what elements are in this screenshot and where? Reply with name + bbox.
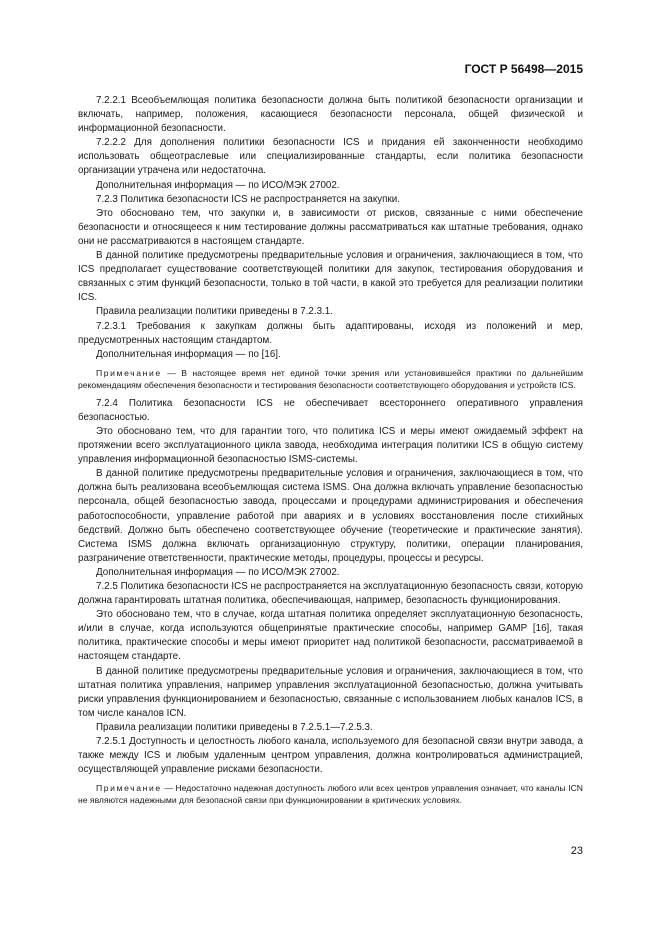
paragraph-justification: Это обосновано тем, что закупки и, в зависимости от рисков, связанные с ними обеспечение безопасности и относящееся к ним тестирование должны рассматриваться как штатные требования, однако они не рассматриваются в настоящем стандарте.: [78, 207, 583, 247]
paragraph-7-2-5-1: 7.2.5.1 Доступность и целостность любого канала, используемого для безопасной связи внутри завода, а также между ICS и любым удаленным центром управления, должна контролироваться администрацией, осуществляющей управление рисками безопасности.: [78, 736, 583, 776]
page-number: 23: [570, 845, 583, 857]
note-label: Примечание: [96, 367, 162, 378]
note: [78, 782, 583, 806]
document-body: [78, 94, 583, 812]
additional-info: Дополнительная информация — по ИСО/МЭК 27002.: [96, 179, 340, 191]
note-label: Примечание: [96, 783, 162, 794]
additional-info: Дополнительная информация — по [16].: [96, 348, 281, 360]
paragraph-preconditions: В данной политике предусмотрены предварительные условия и ограничения, заключающиеся в том, что штатная политика управления, например управления эксплуатационной безопасностью, должна учитывать риски управления функционированием и безопасностью, связанные с использованием любых каналов ICS, в том числе каналов ICN.: [78, 665, 583, 719]
paragraph-7-2-2-2: 7.2.2.2 Для дополнения политики безопасности ICS и придания ей законченности необходимо использовать общеотраслевые или специализированные стандарты, если политика безопасности организации утрачена или недостаточна.: [78, 137, 583, 177]
note-text: — Недостаточно надежная доступность любого или всех центров управления означает, что каналы ICN не являются надежными для безопасной связи при функционировании в критических условиях.: [78, 783, 583, 806]
paragraph-justification: Это обосновано тем, что в случае, когда штатная политика определяет эксплуатационную безопасность, и/или в случае, когда используются общепринятые практические способы, например GAMP [16], такая политика, практические способы и меры имеют приоритет над политикой безопасности, рассматриваемой в настоящем стандарте.: [78, 609, 583, 663]
paragraph-7-2-3-1: 7.2.3.1 Требования к закупкам должны быть адаптированы, исходя из положений и мер, предусмотренных настоящим стандартом.: [78, 320, 583, 346]
note-text: — В настоящее время нет единой точки зрения или установившейся практики по дальнейшим рекомендациям обеспечения безопасности и тестирования безопасности соответствующего оборудования и устройств ICS.: [78, 367, 583, 390]
paragraph-rules-ref: Правила реализации политики приведены в 7.2.5.1—7.2.5.3.: [96, 721, 373, 733]
note: [78, 367, 583, 391]
paragraph-7-2-3: 7.2.3 Политика безопасности ICS не распространяется на закупки.: [96, 193, 400, 205]
paragraph-justification: Это обосновано тем, что для гарантии того, что политика ICS и меры имеют ожидаемый эффект на протяжении всего эксплуатационного цикла завода, необходима интеграция политики ICS в общую систему управления информационной безопасностью ISMS-системы.: [78, 425, 583, 466]
additional-info: Дополнительная информация — по ИСО/МЭК 27002.: [96, 566, 340, 578]
paragraph-preconditions: В данной политике предусмотрены предварительные условия и ограничения, заключающиеся в том, что ICS предполагает существование соответствующей политики для закупок, тестирования оборудования и связанных с этим функций безопасности, только в той части, в какой это требуется для реализации политики ICS.: [78, 250, 583, 304]
document-standard-id: ГОСТ Р 56498—2015: [464, 62, 583, 76]
paragraph-7-2-4: 7.2.4 Политика безопасности ICS не обеспечивает всестороннего оперативного управления безопасностью.: [78, 397, 583, 423]
paragraph-rules-ref: Правила реализации политики приведены в 7.2.3.1.: [96, 306, 333, 318]
paragraph-7-2-2-1: 7.2.2.1 Всеобъемлющая политика безопасности должна быть политикой безопасности организации и включать, например, положения, касающиеся безопасности персонала, общей физической и информационной безопасности.: [78, 95, 583, 135]
paragraph-7-2-5: 7.2.5 Политика безопасности ICS не распространяется на эксплуатационную безопасность связи, которую должна гарантировать штатная политика, обеспечивающая, например, безопасность функционирования.: [78, 581, 583, 607]
paragraph-preconditions: В данной политике предусмотрены предварительные условия и ограничения, заключающиеся в том, что должна быть реализована всеобъемлющая система ISMS. Она должна включать управление безопасностью персонала, общей безопасностью завода, процессами и процедурами администрирования и обеспечения работоспособности, управление работой при авариях и в условиях восстановления после стихийных бедствий. Должно быть обеспечено соответствующее обучение (теоретические и практические занятия). Система ISMS должна включать организационную структуру, политики, операции планирования, разграничение ответственности, практические методы, процедуры, процессы и ресурсы.: [78, 468, 583, 564]
